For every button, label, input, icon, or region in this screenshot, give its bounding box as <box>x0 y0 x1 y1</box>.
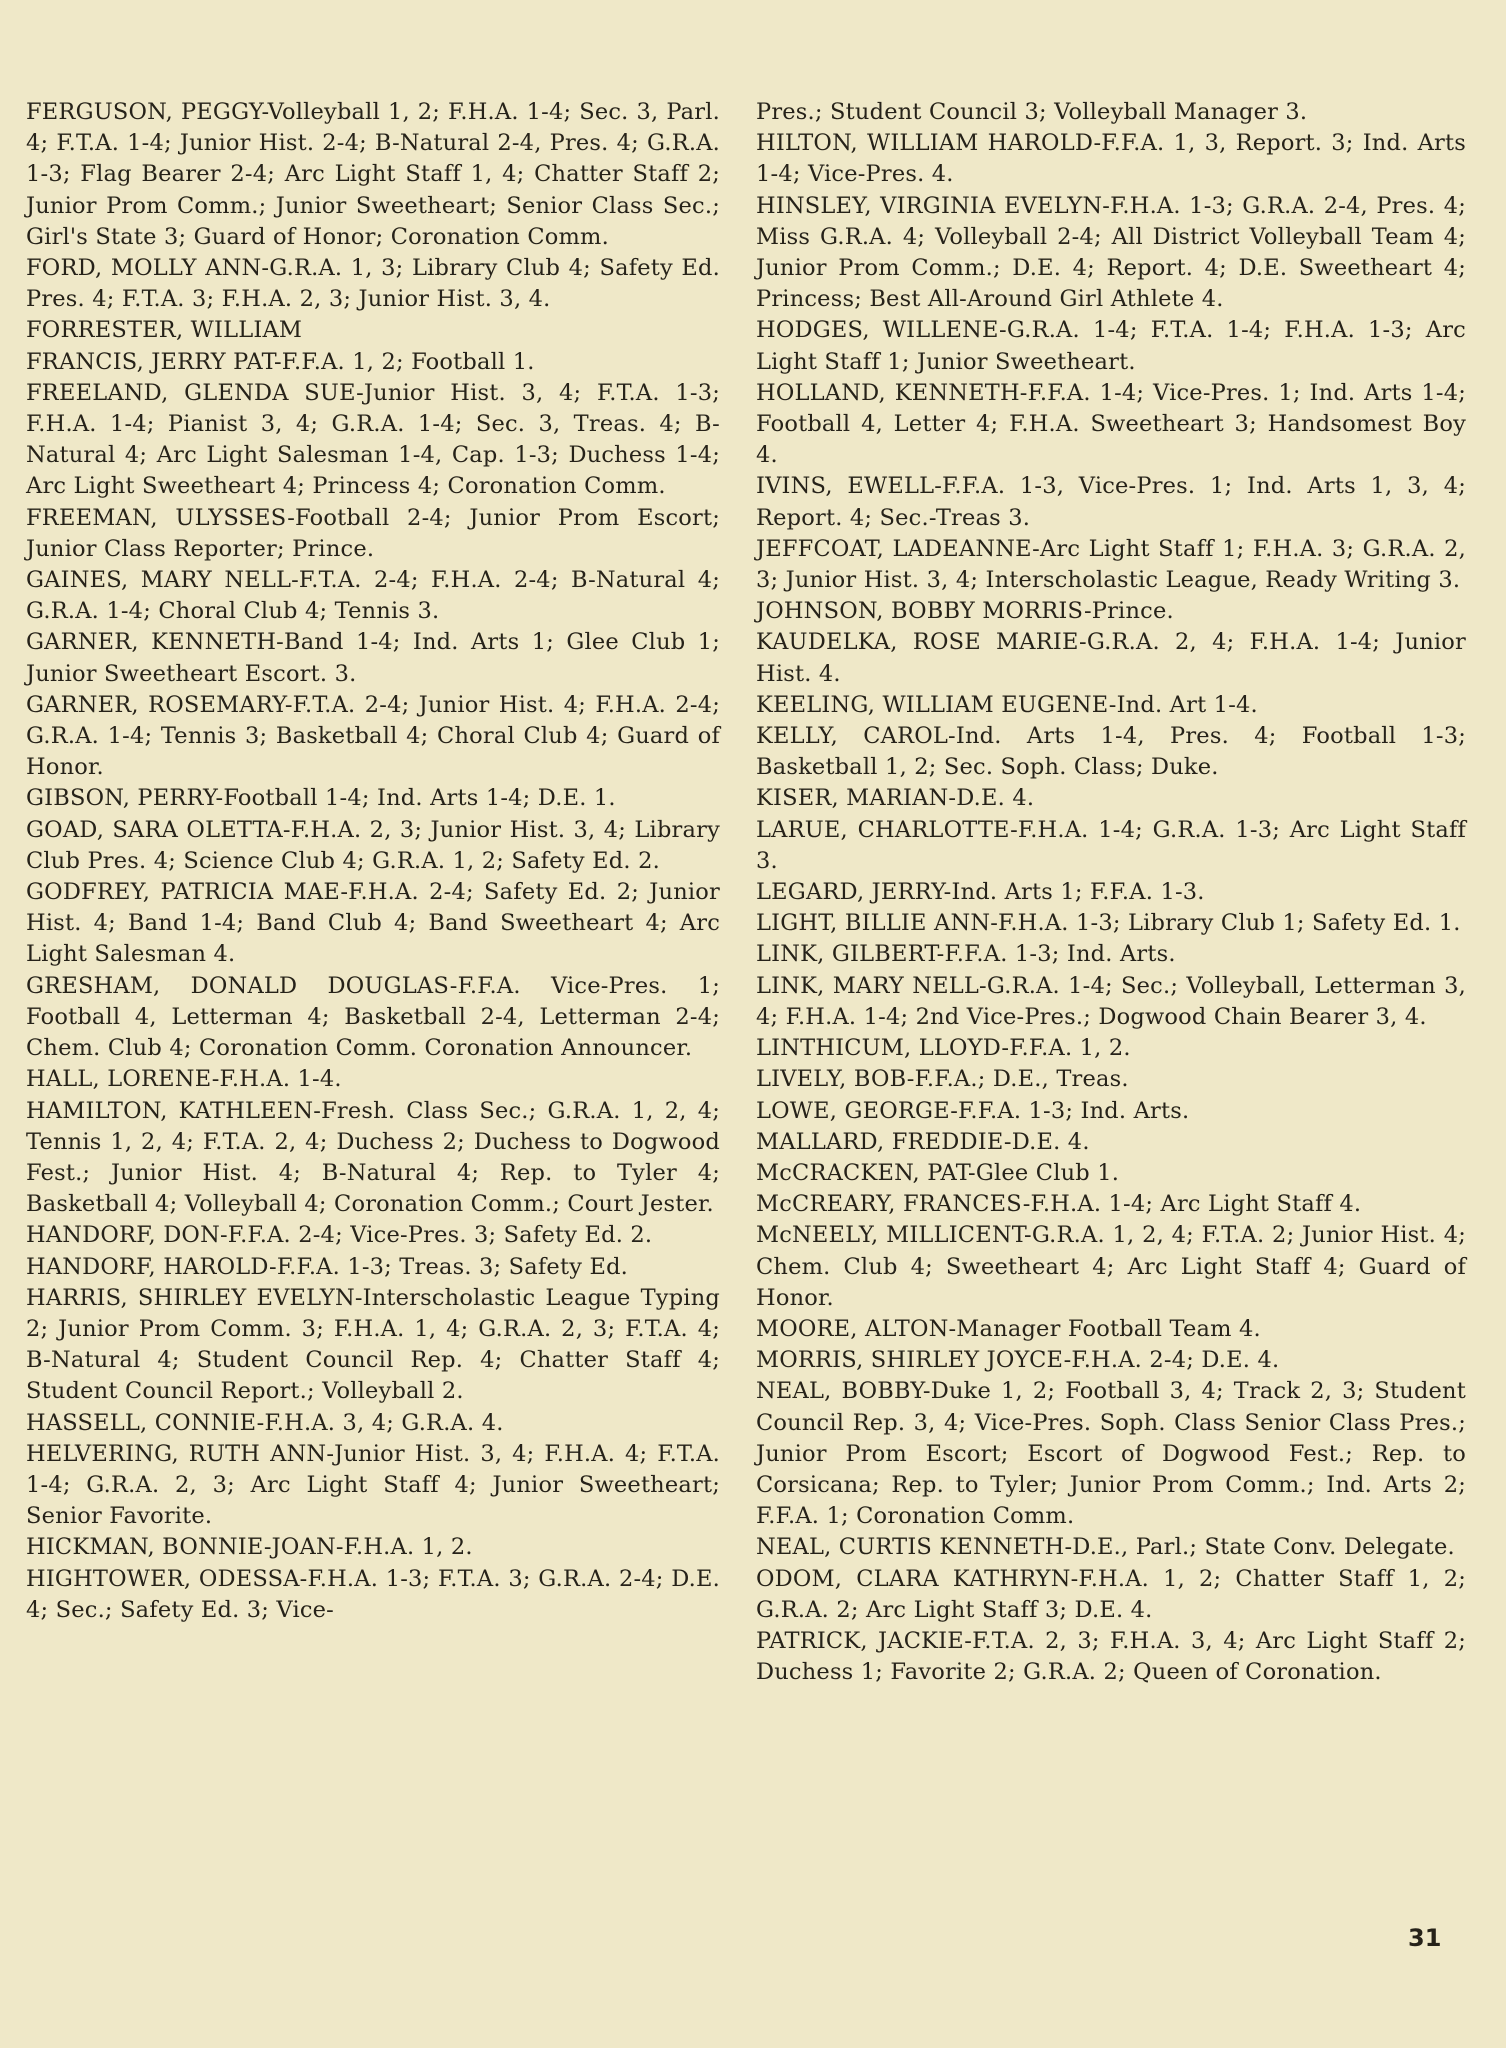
student-entry: IVINS, EWELL-F.F.A. 1-3, Vice-Pres. 1; Ind. Arts 1, 3, 4; Report. 4; Sec.-Treas 3. <box>756 473 1466 531</box>
student-entry: LOWE, GEORGE-F.F.A. 1-3; Ind. Arts. <box>756 1097 1190 1124</box>
student-entry: Pres.; Student Council 3; Volleyball Manager 3. <box>756 99 1308 125</box>
student-entry: McCRACKEN, PAT-Glee Club 1. <box>756 1159 1120 1186</box>
student-entry: LEGARD, JERRY-Ind. Arts 1; F.F.A. 1-3. <box>756 879 1205 906</box>
student-entry: HICKMAN, BONNIE-JOAN-F.H.A. 1, 2. <box>26 1534 473 1561</box>
student-entry: HINSLEY, VIRGINIA EVELYN-F.H.A. 1-3; G.R.A. 2-4, Pres. 4; Miss G.R.A. 4; Volleyball 2-4; All District Volleyball Team 4; Junior Prom Comm.; D.E. 4; Report. 4; D.E. Sweetheart 4; Princess; Best All-Around Girl Athlete 4. <box>756 192 1466 313</box>
student-entry: LIVELY, BOB-F.F.A.; D.E., Treas. <box>756 1066 1129 1093</box>
student-entry: JEFFCOAT, LADEANNE-Arc Light Staff 1; F.H.A. 3; G.R.A. 2, 3; Junior Hist. 3, 4; Interscholastic League, Ready Writing 3. <box>756 535 1466 594</box>
student-entry: HAMILTON, KATHLEEN-Fresh. Class Sec.; G.R.A. 1, 2, 4; Tennis 1, 2, 4; F.T.A. 2, 4; Duchess 2; Duchess to Dogwood Fest.; Junior Hist. 4; B-Natural 4; Rep. to Tyler 4; Basketball 4; Volleyball 4; Coronation Comm.; Court Jester. <box>26 1097 720 1218</box>
student-entry: HASSELL, CONNIE-F.H.A. 3, 4; G.R.A. 4. <box>26 1409 504 1436</box>
student-entry: FRANCIS, JERRY PAT-F.F.A. 1, 2; Football 1. <box>26 348 535 375</box>
student-entry: GODFREY, PATRICIA MAE-F.H.A. 2-4; Safety Ed. 2; Junior Hist. 4; Band 1-4; Band Club 4; Band Sweetheart 4; Arc Light Salesman 4. <box>26 879 720 968</box>
student-entry: HODGES, WILLENE-G.R.A. 1-4; F.T.A. 1-4; F.H.A. 1-3; Arc Light Staff 1; Junior Sweetheart. <box>756 317 1466 375</box>
student-entry: HOLLAND, KENNETH-F.F.A. 1-4; Vice-Pres. 1; Ind. Arts 1-4; Football 4, Letter 4; F.H.A. Sweetheart 3; Handsomest Boy 4. <box>756 379 1466 469</box>
student-entry: KISER, MARIAN-D.E. 4. <box>756 785 1035 812</box>
student-entry: HANDORF, DON-F.F.A. 2-4; Vice-Pres. 3; Safety Ed. 2. <box>26 1222 653 1249</box>
student-entry: GARNER, ROSEMARY-F.T.A. 2-4; Junior Hist. 4; F.H.A. 2-4; G.R.A. 1-4; Tennis 3; Basketball 4; Choral Club 4; Guard of Honor. <box>26 691 720 781</box>
student-entry: LINTHICUM, LLOYD-F.F.A. 1, 2. <box>756 1035 1131 1062</box>
student-entry: KEELING, WILLIAM EUGENE-Ind. Art 1-4. <box>756 691 1258 718</box>
student-entry: LINK, GILBERT-F.F.A. 1-3; Ind. Arts. <box>756 941 1176 968</box>
student-entry: McNEELY, MILLICENT-G.R.A. 1, 2, 4; F.T.A. 2; Junior Hist. 4; Chem. Club 4; Sweetheart 4; Arc Light Staff 4; Guard of Honor. <box>756 1222 1466 1311</box>
student-entry: LARUE, CHARLOTTE-F.H.A. 1-4; G.R.A. 1-3; Arc Light Staff 3. <box>756 816 1466 874</box>
student-entry: GIBSON, PERRY-Football 1-4; Ind. Arts 1-4; D.E. 1. <box>26 785 616 812</box>
student-entry: FORD, MOLLY ANN-G.R.A. 1, 3; Library Club 4; Safety Ed. Pres. 4; F.T.A. 3; F.H.A. 2, 3; Junior Hist. 3, 4. <box>26 255 720 313</box>
student-entry: PATRICK, JACKIE-F.T.A. 2, 3; F.H.A. 3, 4; Arc Light Staff 2; Duchess 1; Favorite 2; G.R.A. 2; Queen of Coronation. <box>756 1627 1466 1686</box>
student-entry: NEAL, CURTIS KENNETH-D.E., Parl.; State Conv. Delegate. <box>756 1534 1455 1561</box>
student-entry: KAUDELKA, ROSE MARIE-G.R.A. 2, 4; F.H.A. 1-4; Junior Hist. 4. <box>756 629 1466 687</box>
student-entry: FORRESTER, WILLIAM <box>26 317 303 344</box>
student-entry: NEAL, BOBBY-Duke 1, 2; Football 3, 4; Track 2, 3; Student Council Rep. 3, 4; Vice-Pres. Soph. Class Senior Class Pres.; Junior Prom Escort; Escort of Dogwood Fest.; Rep. to Corsicana; Rep. to Tyler; Junior Prom Comm.; Ind. Arts 2; F.F.A. 1; Coronation Comm. <box>756 1378 1466 1530</box>
student-entry: FREEMAN, ULYSSES-Football 2-4; Junior Prom Escort; Junior Class Reporter; Prince. <box>26 504 720 562</box>
student-entry: GOAD, SARA OLETTA-F.H.A. 2, 3; Junior Hist. 3, 4; Library Club Pres. 4; Science Club 4; G.R.A. 1, 2; Safety Ed. 2. <box>26 816 720 874</box>
student-entry: McCREARY, FRANCES-F.H.A. 1-4; Arc Light Staff 4. <box>756 1191 1362 1218</box>
student-entry: GAINES, MARY NELL-F.T.A. 2-4; F.H.A. 2-4; B-Natural 4; G.R.A. 1-4; Choral Club 4; Tennis 3. <box>26 567 720 625</box>
student-entry: JOHNSON, BOBBY MORRIS-Prince. <box>756 598 1174 625</box>
student-entry: HELVERING, RUTH ANN-Junior Hist. 3, 4; F.H.A. 4; F.T.A. 1-4; G.R.A. 2, 3; Arc Light Staff 4; Junior Sweetheart; Senior Favorite. <box>26 1440 720 1530</box>
student-entry: HALL, LORENE-F.H.A. 1-4. <box>26 1066 342 1093</box>
student-entry: MOORE, ALTON-Manager Football Team 4. <box>756 1315 1261 1342</box>
student-entry: ODOM, CLARA KATHRYN-F.H.A. 1, 2; Chatter Staff 1, 2; G.R.A. 2; Arc Light Staff 3; D.E. 4. <box>756 1565 1466 1623</box>
student-entry: FREELAND, GLENDA SUE-Junior Hist. 3, 4; F.T.A. 1-3; F.H.A. 1-4; Pianist 3, 4; G.R.A. 1-4; Sec. 3, Treas. 4; B-Natural 4; Arc Light Salesman 1-4, Cap. 1-3; Duchess 1-4; Arc Light Sweetheart 4; Princess 4; Coronation Comm. <box>26 379 720 500</box>
right-column <box>756 97 1466 1688</box>
student-entry: LINK, MARY NELL-G.R.A. 1-4; Sec.; Volleyball, Letterman 3, 4; F.H.A. 1-4; 2nd Vice-Pres.; Dogwood Chain Bearer 3, 4. <box>756 972 1466 1030</box>
student-entry: HIGHTOWER, ODESSA-F.H.A. 1-3; F.T.A. 3; G.R.A. 2-4; D.E. 4; Sec.; Safety Ed. 3; Vice- <box>26 1565 720 1623</box>
student-entry: HANDORF, HAROLD-F.F.A. 1-3; Treas. 3; Safety Ed. <box>26 1253 629 1280</box>
student-entry: HARRIS, SHIRLEY EVELYN-Interscholastic League Typing 2; Junior Prom Comm. 3; F.H.A. 1, 4; G.R.A. 2, 3; F.T.A. 4; B-Natural 4; Student Council Rep. 4; Chatter Staff 4; Student Council Report.; Volleyball 2. <box>26 1284 720 1405</box>
student-entry: GARNER, KENNETH-Band 1-4; Ind. Arts 1; Glee Club 1; Junior Sweetheart Escort. 3. <box>26 629 720 687</box>
left-column <box>26 97 720 1626</box>
student-entry: GRESHAM, DONALD DOUGLAS-F.F.A. Vice-Pres. 1; Football 4, Letterman 4; Basketball 2-4, Letterman 2-4; Chem. Club 4; Coronation Comm. Coronation Announcer. <box>26 972 720 1062</box>
page-number: 31 <box>1408 1924 1442 1952</box>
student-entry: MORRIS, SHIRLEY JOYCE-F.H.A. 2-4; D.E. 4. <box>756 1347 1280 1374</box>
student-entry: MALLARD, FREDDIE-D.E. 4. <box>756 1128 1090 1155</box>
student-entry: FERGUSON, PEGGY-Volleyball 1, 2; F.H.A. 1-4; Sec. 3, Parl. 4; F.T.A. 1-4; Junior Hist. 2-4; B-Natural 2-4, Pres. 4; G.R.A. 1-3; Flag Bearer 2-4; Arc Light Staff 1, 4; Chatter Staff 2; Junior Prom Comm.; Junior Sweetheart; Senior Class Sec.; Girl's State 3; Guard of Honor; Coronation Comm. <box>26 99 720 250</box>
student-entry: LIGHT, BILLIE ANN-F.H.A. 1-3; Library Club 1; Safety Ed. 1. <box>756 910 1461 937</box>
student-entry: HILTON, WILLIAM HAROLD-F.F.A. 1, 3, Report. 3; Ind. Arts 1-4; Vice-Pres. 4. <box>756 130 1466 188</box>
student-entry: KELLY, CAROL-Ind. Arts 1-4, Pres. 4; Football 1-3; Basketball 1, 2; Sec. Soph. Class; Duke. <box>756 723 1466 781</box>
